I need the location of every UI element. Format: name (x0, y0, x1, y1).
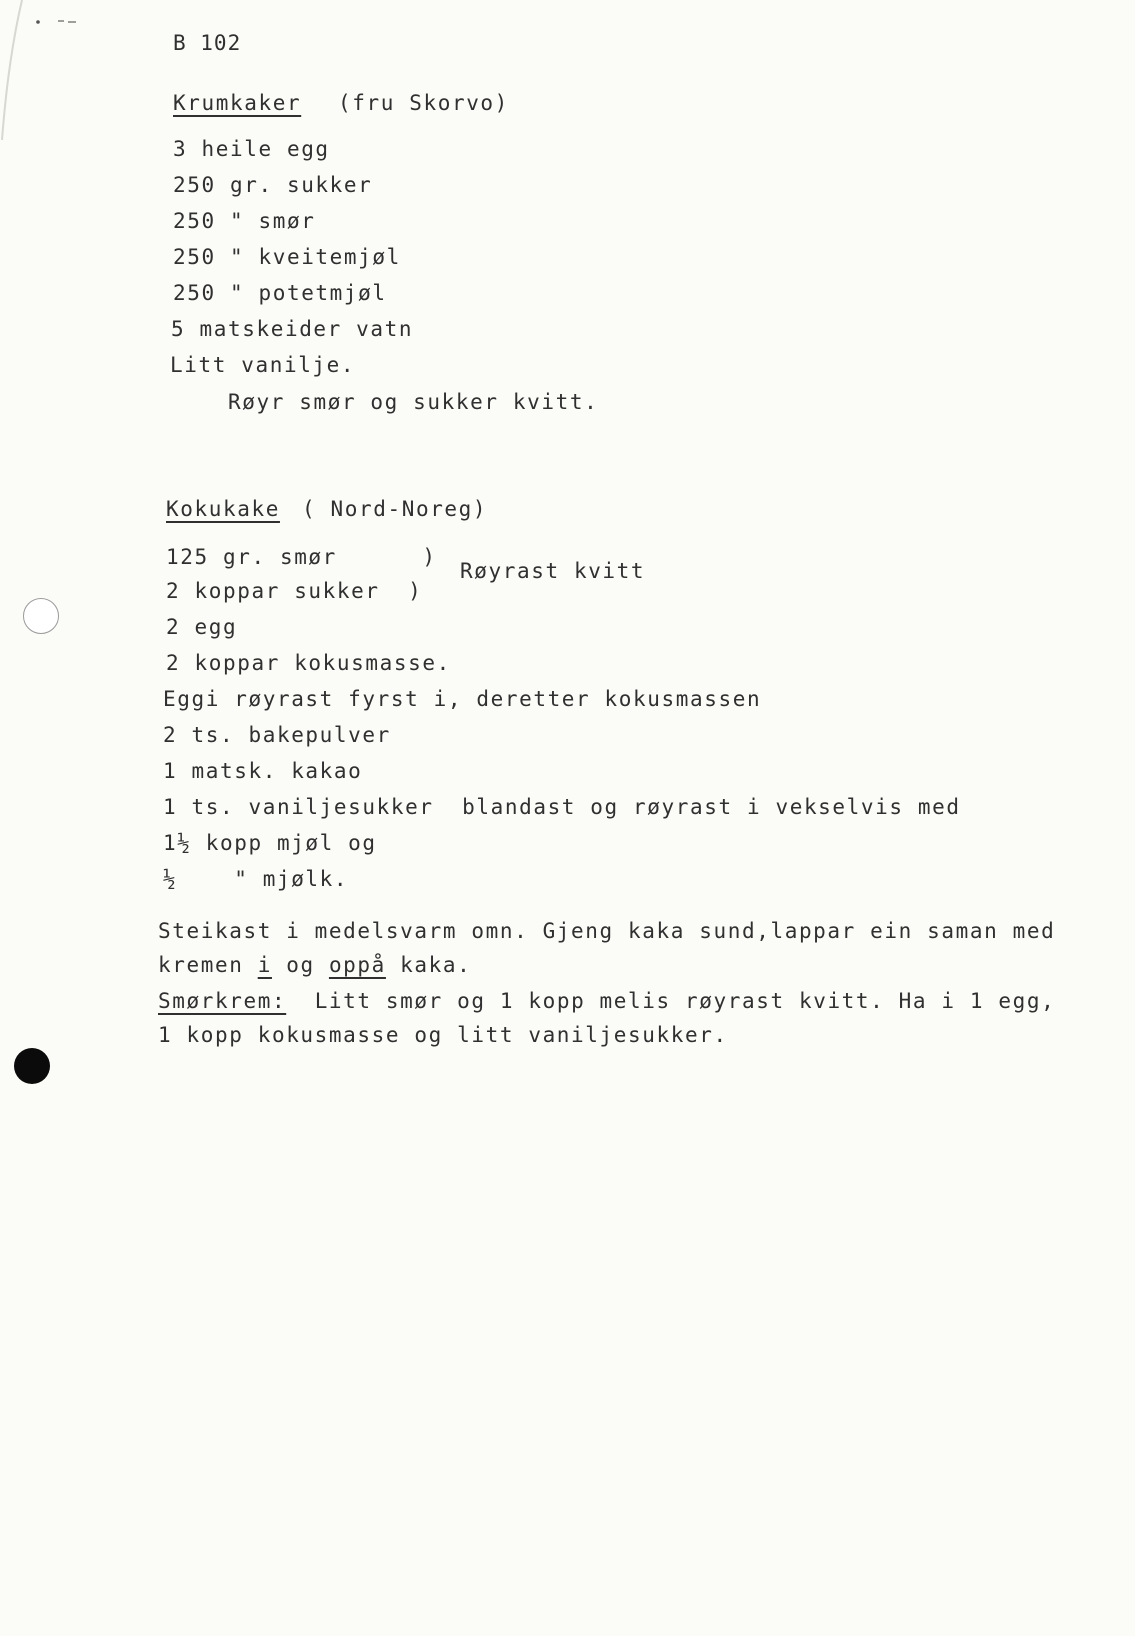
recipe-title-krumkaker: Krumkaker (173, 91, 302, 115)
ingredient-line: ½ " mjølk. (163, 867, 349, 891)
ingredient-line: 250 " smør (173, 209, 316, 233)
ingredient-line: 2 ts. bakepulver (163, 723, 391, 747)
method-text: kremen (158, 953, 258, 977)
ingredient-line: 1 matsk. kakao (163, 759, 363, 783)
method-underlined-word: oppå (328, 953, 386, 977)
ingredient-line: 5 matskeider vatn (171, 317, 414, 341)
cream-line: 1 kopp kokusmasse og litt vaniljesukker. (158, 1023, 728, 1047)
page-edge-shadow (0, 0, 30, 140)
ingredient-line: 2 egg (166, 615, 238, 639)
cream-label: Smørkrem: (158, 989, 287, 1013)
punch-hole-empty (23, 598, 59, 634)
cream-line (158, 988, 1055, 1014)
ingredient-line: 125 gr. smør ) (166, 545, 437, 569)
ingredient-line: 2 koppar sukker ) (166, 579, 423, 603)
ingredient-line: 1½ kopp mjøl og (163, 831, 377, 855)
ingredient-line: 2 koppar kokusmasse. (166, 651, 451, 675)
punch-hole-filled (14, 1048, 50, 1084)
ingredient-line: Litt vanilje. (170, 353, 356, 377)
cream-text: Litt smør og 1 kopp melis røyrast kvitt. Ha i 1 egg, (286, 989, 1056, 1013)
ingredient-line: 250 " potetmjøl (173, 281, 387, 305)
ingredient-line: 250 " kveitemjøl (173, 245, 401, 269)
method-paragraph: Steikast i medelsvarm omn. Gjeng kaka sund,lappar ein saman med (158, 919, 1056, 943)
page-identifier: B 102 (173, 31, 242, 55)
ingredient-line: 1 ts. vaniljesukker blandast og røyrast i vekselvis med (163, 795, 961, 819)
method-paragraph (158, 952, 471, 978)
method-text: kaka. (385, 953, 472, 977)
method-underlined-word: i (257, 953, 272, 977)
ingredient-line: 3 heile egg (173, 137, 330, 161)
recipe-title-kokukake: Kokukake (166, 497, 280, 521)
ingredient-line: 250 gr. sukker (173, 173, 373, 197)
method-text: Røyr smør og sukker kvitt. (228, 390, 599, 414)
recipe-origin: (fru Skorvo) (338, 91, 509, 115)
bracket-note: Røyrast kvitt (460, 559, 646, 583)
method-line: Eggi røyrast fyrst i, deretter kokusmassen (163, 687, 762, 711)
recipe-origin: ( Nord-Noreg) (302, 497, 488, 521)
method-text: og (271, 953, 329, 977)
ink-specks (34, 16, 84, 28)
